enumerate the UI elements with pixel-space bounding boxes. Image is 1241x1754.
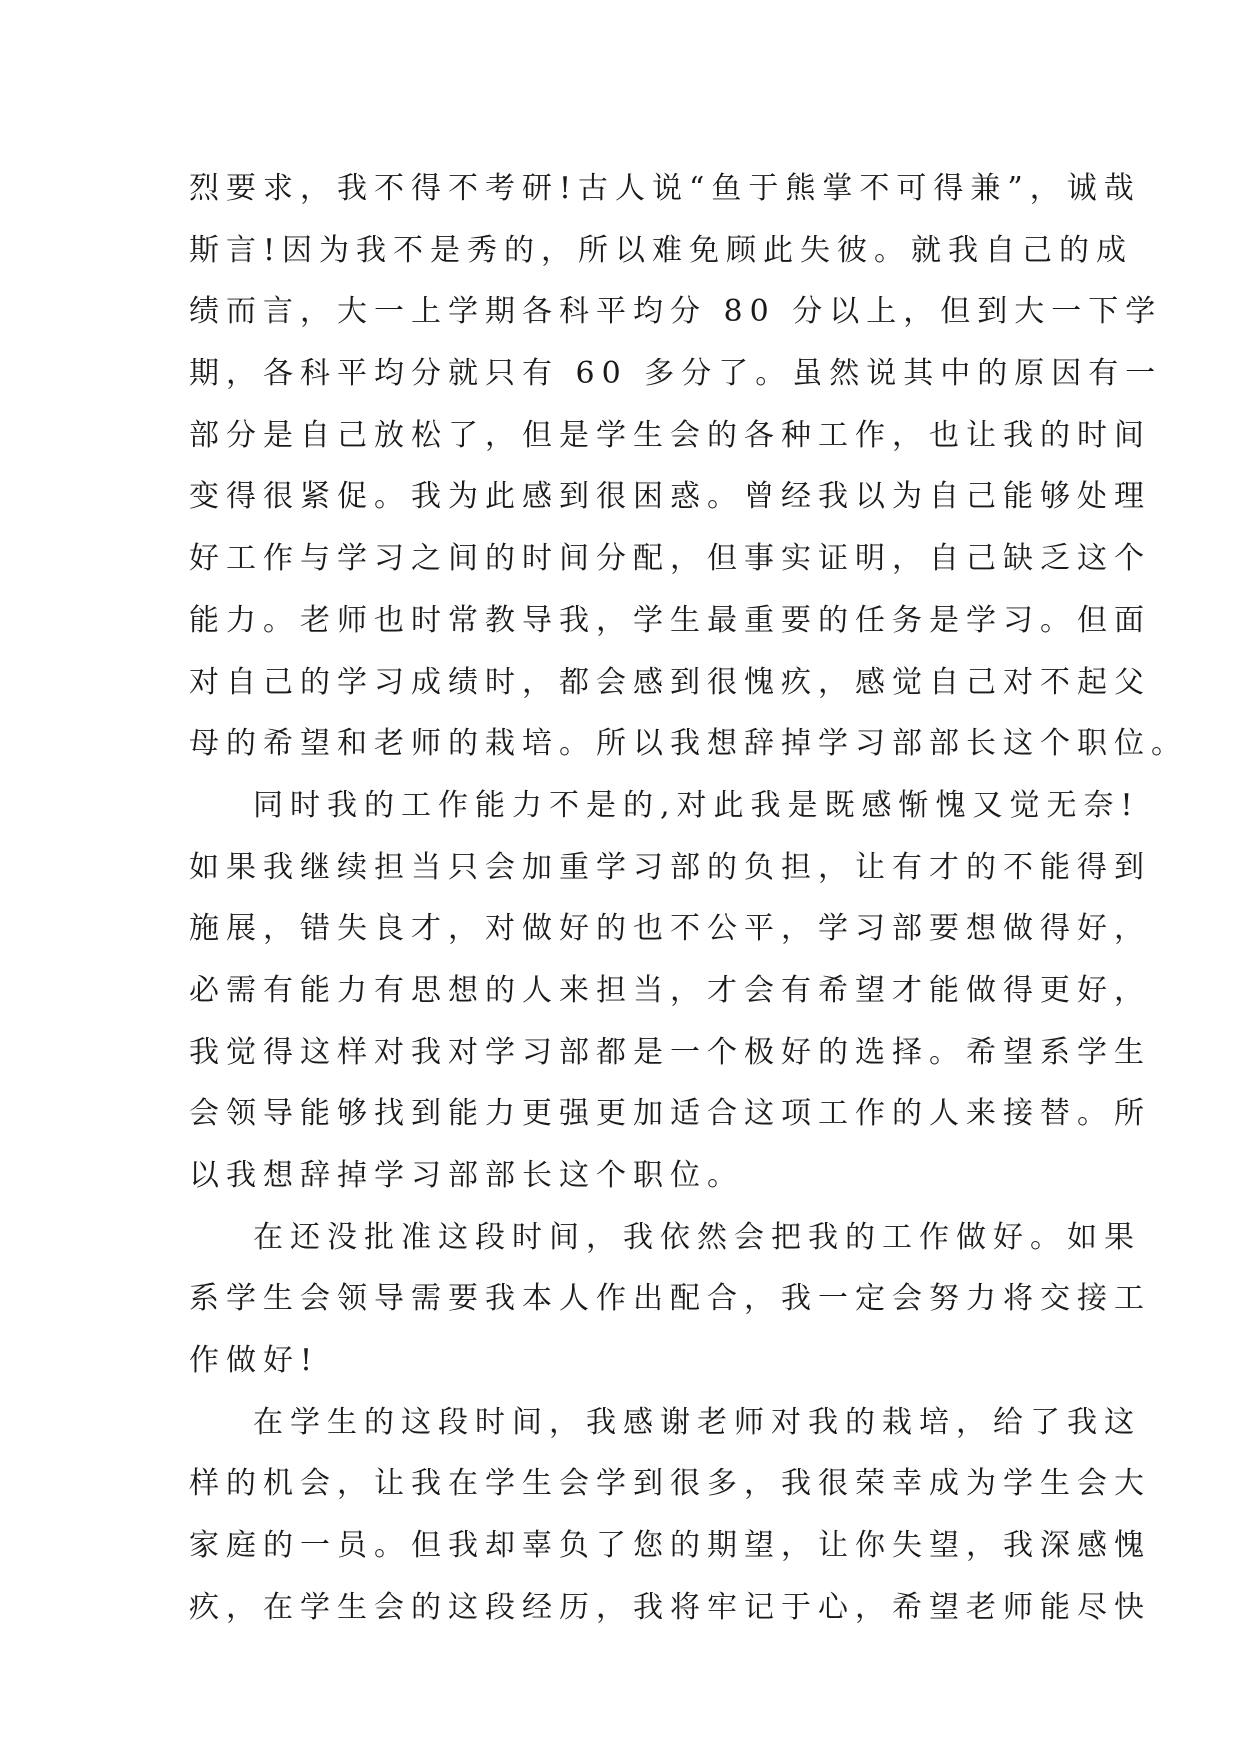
document-body	[189, 158, 1188, 1639]
text-line: 系学生会领导需要我本人作出配合，我一定会努力将交接工	[189, 1281, 1151, 1317]
text-line: 必需有能力有思想的人来担当，才会有希望才能做得更好，	[189, 972, 1151, 1008]
text-line: 期，各科平均分就只有 60 多分了。虽然说其中的原因有一	[189, 356, 1163, 392]
text-line: 绩而言，大一上学期各科平均分 80 分以上，但到大一下学	[189, 294, 1163, 330]
text-line: 我觉得这样对我对学习部都是一个极好的选择。希望系学生	[189, 1034, 1151, 1070]
text-line: 样的机会，让我在学生会学到很多，我很荣幸成为学生会大	[189, 1466, 1151, 1502]
text-line: 母的希望和老师的栽培。所以我想辞掉学习部部长这个职位。	[189, 726, 1188, 762]
text-line: 烈要求，我不得不考研!古人说“鱼于熊掌不可得兼”，诚哉	[189, 171, 1141, 206]
paragraph-start-line: 在还没批准这段时间，我依然会把我的工作做好。如果	[253, 1219, 1141, 1255]
text-line: 以我想辞掉学习部部长这个职位。	[189, 1158, 744, 1193]
text-line: 施展，错失良才，对做好的也不公平，学习部要想做得好，	[189, 911, 1151, 947]
text-line: 变得很紧促。我为此感到很困惑。曾经我以为自己能够处理	[189, 479, 1151, 515]
text-line: 部分是自己放松了，但是学生会的各种工作，也让我的时间	[189, 417, 1151, 453]
paragraph-start-line: 同时我的工作能力不是的,对此我是既感惭愧又觉无奈!	[253, 787, 1140, 823]
text-line: 好工作与学习之间的时间分配，但事实证明，自己缺乏这个	[189, 541, 1151, 577]
text-line: 会领导能够找到能力更强更加适合这项工作的人来接替。所	[189, 1096, 1151, 1132]
text-line: 能力。老师也时常教导我，学生最重要的任务是学习。但面	[189, 602, 1151, 638]
text-line: 作做好!	[189, 1343, 320, 1379]
text-line: 家庭的一员。但我却辜负了您的期望，让你失望，我深感愧	[189, 1528, 1151, 1564]
text-line: 对自己的学习成绩时，都会感到很愧疚，感觉自己对不起父	[189, 664, 1151, 700]
text-line: 如果我继续担当只会加重学习部的负担，让有才的不能得到	[189, 849, 1151, 885]
text-line: 疚，在学生会的这段经历，我将牢记于心，希望老师能尽快	[189, 1589, 1151, 1625]
paragraph-start-line: 在学生的这段时间，我感谢老师对我的栽培，给了我这	[253, 1404, 1141, 1440]
text-line: 斯言!因为我不是秀的，所以难免顾此失彼。就我自己的成	[189, 232, 1134, 268]
